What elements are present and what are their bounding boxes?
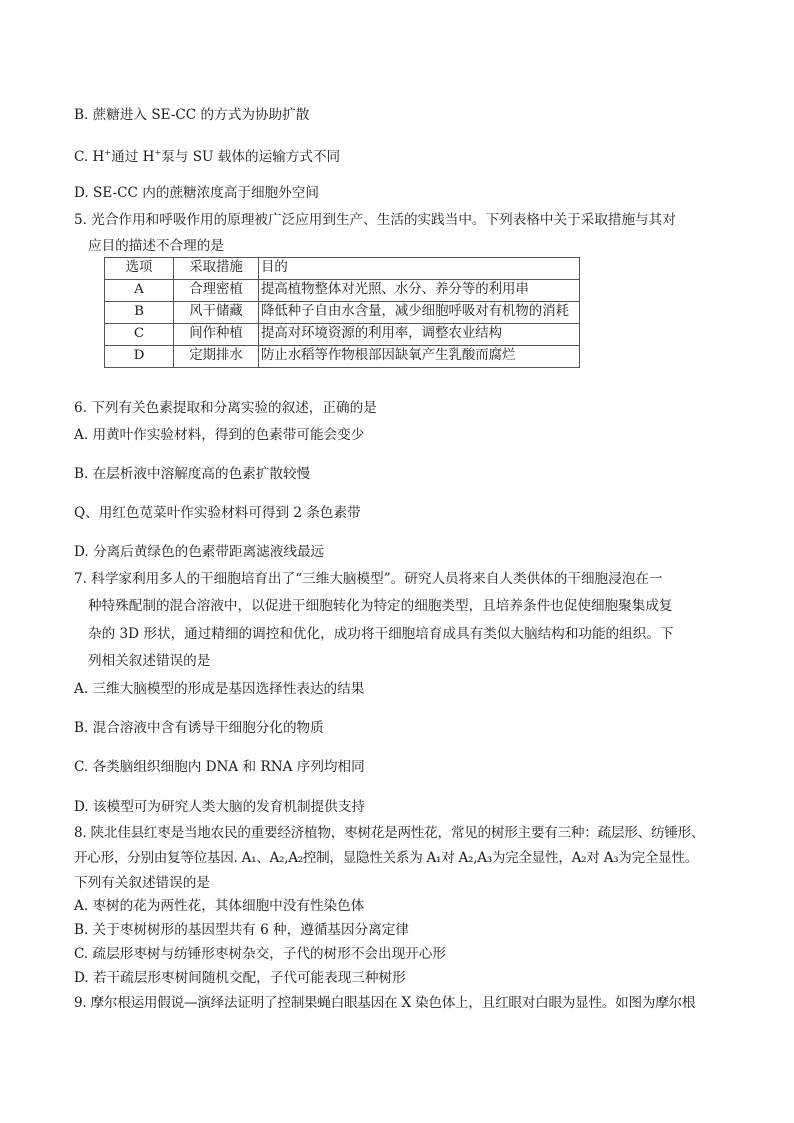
superscript-plus: + (154, 148, 162, 157)
table-cell: C (105, 324, 174, 346)
q7-option-a: A. 三维大脑模型的形成是基因选择性表达的结果 (74, 681, 365, 697)
q7-option-b: B. 混合溶液中含有诱导干细胞分化的物质 (74, 720, 324, 736)
table-row (105, 280, 580, 302)
q7-stem-line3: 杂的 3D 形状，通过精细的调控和优化，成功将干细胞培育成具有类似大脑结构和功能的组织。下 (88, 626, 674, 642)
table-cell: 风干储藏 (174, 302, 259, 324)
q7-stem-line1: 7. 科学家利用多人的干细胞培育出了“三维大脑模型”。研究人员将来自人类供体的干细胞浸泡在一 (74, 571, 663, 587)
table-row (105, 302, 580, 324)
table-header-row (105, 258, 580, 280)
q8-option-d: D. 若干疏层形枣树间随机交配，子代可能表现三种树形 (74, 970, 406, 986)
q7-stem-line4: 列相关叙述错误的是 (88, 653, 211, 669)
q5-stem-line1: 5. 光合作用和呼吸作用的原理被广泛应用到生产、生活的实践当中。下列表格中关于采取措施与其对 (74, 212, 676, 228)
q4-option-c (74, 148, 340, 166)
table-cell: 合理密植 (174, 280, 259, 302)
table-cell: 提高对环境资源的利用率，调整农业结构 (259, 324, 580, 346)
q8-option-c: C. 疏层形枣树与纺锤形枣树杂交，子代的树形不会出现开心形 (74, 946, 446, 962)
table-cell: D (105, 346, 174, 368)
q4-option-c-suffix: 泵与 SU 载体的运输方式不同 (161, 149, 341, 165)
table-cell: B (105, 302, 174, 324)
q7-option-d: D. 该模型可为研究人类大脑的发育机制提供支持 (74, 799, 365, 815)
q8-stem-line1: 8. 陕北佳县红枣是当地农民的重要经济植物，枣树花是两性花，常见的树形主要有三种：疏层形、纺锤形、 (74, 825, 705, 841)
q7-stem-line2: 种特殊配制的混合溶液中，以促进干细胞转化为特定的细胞类型，且培养条件也促使细胞聚集成复 (88, 598, 673, 614)
table-cell: 防止水稻等作物根部因缺氧产生乳酸而腐烂 (259, 346, 580, 368)
q7-option-c: C. 各类脑组织细胞内 DNA 和 RNA 序列均相同 (74, 759, 365, 775)
q8-stem-line3: 下列有关叙述错误的是 (74, 875, 210, 891)
q8-option-a: A. 枣树的花为两性花，其体细胞中没有性染色体 (74, 898, 365, 914)
q6-option-a: A. 用黄叶作实验材料，得到的色素带可能会变少 (74, 427, 365, 443)
q6-option-c: Q、用红色苋菜叶作实验材料可得到 2 条色素带 (74, 505, 361, 521)
table-cell: 定期排水 (174, 346, 259, 368)
q4-option-c-prefix: C. H (74, 149, 105, 165)
table-header-cell: 采取措施 (174, 258, 259, 280)
table-cell: A (105, 280, 174, 302)
q4-option-c-mid: 通过 H (111, 149, 155, 165)
q8-option-b: B. 关于枣树树形的基因型共有 6 种，遵循基因分离定律 (74, 922, 409, 938)
table-cell: 间作种植 (174, 324, 259, 346)
q5-table (104, 257, 580, 368)
table-cell: 降低种子自由水含量，减少细胞呼吸对有机物的消耗 (259, 302, 580, 324)
q9-stem-line1: 9. 摩尔根运用假说—演绎法证明了控制果蝇白眼基因在 X 染色体上，且红眼对白眼为显性。如图为摩尔根 (74, 995, 696, 1011)
table-header-cell: 目的 (259, 258, 580, 280)
table-cell: 提高植物整体对光照、水分、养分等的利用串 (259, 280, 580, 302)
q4-option-b: B. 蔗糖进入 SE-CC 的方式为协助扩散 (74, 107, 310, 123)
q6-option-b: B. 在层析液中溶解度高的色素扩散较慢 (74, 466, 311, 482)
q5-stem-line2: 应目的描述不合理的是 (88, 238, 224, 254)
q6-stem: 6. 下列有关色素提取和分离实验的叙述，正确的是 (74, 400, 377, 416)
superscript-plus: + (104, 148, 112, 157)
table-row (105, 324, 580, 346)
q4-option-d: D. SE-CC 内的蔗糖浓度高于细胞外空间 (74, 185, 319, 201)
q6-option-d: D. 分离后黄绿色的色素带距离滤液线最远 (74, 544, 325, 560)
q8-stem-line2: 开心形，分别由复等位基因. A₁、A₂,A₂控制，显隐性关系为 A₁对 A₂,A₃为完全显性，A₂对 A₃为完全显性。 (74, 850, 699, 866)
table-header-cell: 选项 (105, 258, 174, 280)
table-row (105, 346, 580, 368)
